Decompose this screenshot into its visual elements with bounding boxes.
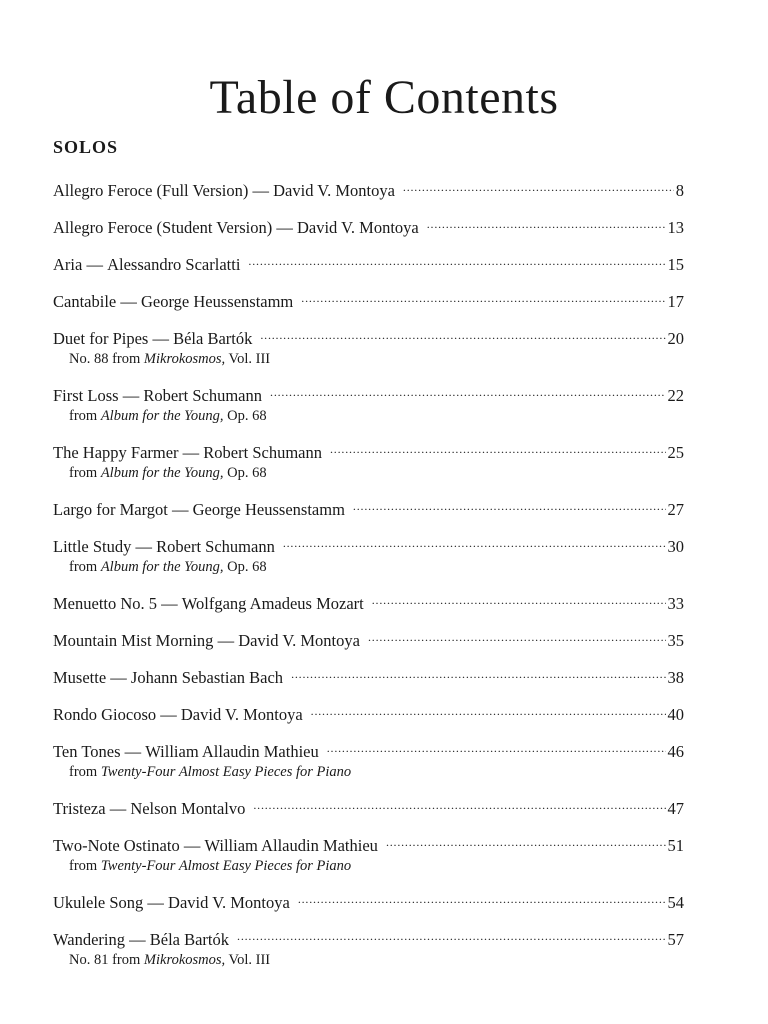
- em-dash-separator: —: [106, 668, 131, 687]
- toc-entry-line: [53, 175, 684, 201]
- page-number: 38: [667, 668, 684, 687]
- composer-name: David V. Montoya: [273, 181, 395, 200]
- dot-leader: [372, 588, 666, 609]
- em-dash-separator: —: [116, 292, 141, 311]
- em-dash-separator: —: [143, 893, 169, 912]
- toc-entry: [53, 531, 684, 577]
- dot-leader: [353, 494, 666, 515]
- piece-title: Cantabile: [53, 292, 117, 311]
- composer-name: George Heussenstamm: [140, 292, 294, 311]
- toc-entry-line: [53, 699, 684, 725]
- toc-entry-line: [53, 830, 684, 856]
- source-note: [53, 762, 684, 782]
- composer-name: Béla Bartók: [149, 930, 230, 949]
- piece-title: Aria: [53, 255, 83, 274]
- toc-entry-line: [53, 924, 684, 950]
- em-dash-separator: —: [156, 705, 181, 724]
- page-number: 8: [675, 181, 684, 200]
- page-number: 35: [667, 631, 684, 650]
- toc-entry: [53, 793, 684, 819]
- toc-entry-line: [53, 249, 684, 275]
- toc-entry: [53, 494, 684, 520]
- entry-spacer: [53, 819, 684, 830]
- toc-entry: [53, 212, 684, 238]
- em-dash-separator: —: [105, 799, 131, 818]
- source-collection-title: Mikrokosmos,: [143, 351, 226, 367]
- source-note: [53, 463, 684, 483]
- dot-leader: [253, 793, 665, 814]
- entry-spacer: [53, 201, 684, 212]
- entry-spacer: [53, 426, 684, 437]
- source-prefix: from: [69, 858, 101, 874]
- toc-entry: [53, 323, 684, 369]
- dot-leader: [248, 249, 665, 270]
- source-collection-title: Album for the Young,: [100, 465, 224, 481]
- em-dash-separator: —: [213, 631, 239, 650]
- toc-entry: [53, 437, 684, 483]
- piece-title: Tristeza: [53, 799, 106, 818]
- composer-name: David V. Montoya: [238, 631, 360, 650]
- em-dash-separator: —: [82, 255, 108, 274]
- em-dash-separator: —: [248, 181, 274, 200]
- dot-leader: [403, 175, 674, 196]
- page-title: Table of Contents: [209, 71, 559, 125]
- source-note: [53, 557, 684, 577]
- piece-title: Mountain Mist Morning: [53, 631, 214, 650]
- composer-name: William Allaudin Mathieu: [204, 836, 378, 855]
- entry-spacer: [53, 688, 684, 699]
- em-dash-separator: —: [148, 329, 174, 348]
- page-number: 33: [667, 594, 684, 613]
- piece-title: Rondo Giocoso: [53, 705, 157, 724]
- piece-title: Duet for Pipes: [53, 329, 149, 348]
- piece-title: First Loss: [53, 386, 119, 405]
- page-number: 57: [667, 930, 684, 949]
- page-number: 15: [667, 255, 684, 274]
- entry-spacer: [53, 614, 684, 625]
- source-note: [53, 856, 684, 876]
- entry-spacer: [53, 520, 684, 531]
- piece-title: Ukulele Song: [53, 893, 144, 912]
- source-collection-title: Twenty-Four Almost Easy Pieces for Piano: [100, 858, 352, 874]
- dot-leader: [298, 887, 666, 908]
- page-number: 22: [667, 386, 684, 405]
- toc-entry: [53, 699, 684, 725]
- toc-entry-line: [53, 494, 684, 520]
- section-heading-solos: SOLOS: [53, 137, 119, 157]
- entry-spacer: [53, 913, 684, 924]
- toc-entry-line: [53, 323, 684, 349]
- source-note: [53, 349, 684, 369]
- piece-title: The Happy Farmer: [53, 443, 179, 462]
- composer-name: Robert Schumann: [143, 386, 263, 405]
- composer-name: David V. Montoya: [168, 893, 290, 912]
- toc-entry-line: [53, 887, 684, 913]
- composer-name: David V. Montoya: [180, 705, 303, 724]
- piece-title: Wandering: [53, 930, 125, 949]
- toc-entry-line: [53, 437, 684, 463]
- toc-entry: [53, 588, 684, 614]
- source-prefix: from: [69, 408, 101, 424]
- source-suffix: Vol. III: [225, 952, 271, 968]
- page-number: 20: [667, 329, 684, 348]
- page-number: 27: [667, 500, 684, 519]
- toc-entry: [53, 924, 684, 970]
- page-number: 46: [667, 742, 684, 761]
- dot-leader: [386, 830, 666, 851]
- source-note: [53, 950, 684, 970]
- composer-name: Robert Schumann: [203, 443, 322, 462]
- toc-entry-line: [53, 662, 684, 688]
- source-prefix: No. 81 from: [69, 952, 144, 968]
- source-note: [53, 406, 684, 426]
- page-number: 17: [667, 292, 684, 311]
- entry-spacer: [53, 483, 684, 494]
- composer-name: Béla Bartók: [173, 329, 253, 348]
- entry-spacer: [53, 369, 684, 380]
- toc-list: [53, 175, 684, 970]
- page-number: 40: [667, 705, 684, 724]
- em-dash-separator: —: [167, 500, 193, 519]
- toc-entry: [53, 736, 684, 782]
- page-number: 13: [667, 218, 684, 237]
- entry-spacer: [53, 651, 684, 662]
- piece-title: Allegro Feroce (Full Version): [53, 181, 249, 200]
- entry-spacer: [53, 577, 684, 588]
- composer-name: David V. Montoya: [296, 218, 419, 237]
- composer-name: Wolfgang Amadeus Mozart: [181, 594, 364, 613]
- source-collection-title: Album for the Young,: [100, 559, 224, 575]
- toc-entry-line: [53, 212, 684, 238]
- entry-spacer: [53, 238, 684, 249]
- toc-entry: [53, 380, 684, 426]
- dot-leader: [237, 924, 665, 945]
- toc-entry: [53, 286, 684, 312]
- toc-entry: [53, 662, 684, 688]
- piece-title: Ten Tones: [53, 742, 121, 761]
- page-number: 51: [667, 836, 684, 855]
- dot-leader: [301, 286, 665, 307]
- toc-entry-line: [53, 736, 684, 762]
- composer-name: George Heussenstamm: [192, 500, 345, 519]
- dot-leader: [291, 662, 665, 683]
- toc-entry-line: [53, 286, 684, 312]
- dot-leader: [330, 437, 666, 458]
- composer-name: Alessandro Scarlatti: [107, 255, 241, 274]
- entry-spacer: [53, 725, 684, 736]
- source-prefix: No. 88 from: [69, 351, 144, 367]
- source-suffix: Op. 68: [223, 408, 267, 424]
- source-prefix: from: [69, 559, 101, 575]
- dot-leader: [270, 380, 665, 401]
- em-dash-separator: —: [131, 537, 157, 556]
- page-number: 47: [667, 799, 684, 818]
- toc-entry-line: [53, 380, 684, 406]
- toc-entry: [53, 830, 684, 876]
- piece-title: Largo for Margot: [53, 500, 168, 519]
- dot-leader: [260, 323, 665, 344]
- em-dash-separator: —: [120, 742, 146, 761]
- dot-leader: [368, 625, 666, 646]
- entry-spacer: [53, 876, 684, 887]
- piece-title: Musette: [53, 668, 107, 687]
- entry-spacer: [53, 782, 684, 793]
- dot-leader: [283, 531, 666, 552]
- source-suffix: Op. 68: [223, 465, 267, 481]
- composer-name: William Allaudin Mathieu: [145, 742, 319, 761]
- em-dash-separator: —: [157, 594, 182, 613]
- em-dash-separator: —: [178, 443, 204, 462]
- toc-entry: [53, 249, 684, 275]
- toc-entry: [53, 625, 684, 651]
- em-dash-separator: —: [179, 836, 205, 855]
- source-prefix: from: [69, 764, 101, 780]
- source-prefix: from: [69, 465, 101, 481]
- toc-entry: [53, 175, 684, 201]
- entry-spacer: [53, 312, 684, 323]
- piece-title: Two-Note Ostinato: [53, 836, 180, 855]
- dot-leader: [311, 699, 666, 720]
- em-dash-separator: —: [272, 218, 297, 237]
- dot-leader: [427, 212, 666, 233]
- page-number: 54: [667, 893, 684, 912]
- toc-entry-line: [53, 588, 684, 614]
- toc-entry: [53, 887, 684, 913]
- piece-title: Allegro Feroce (Student Version): [53, 218, 273, 237]
- em-dash-separator: —: [118, 386, 144, 405]
- composer-name: Johann Sebastian Bach: [130, 668, 284, 687]
- piece-title: Menuetto No. 5: [53, 594, 158, 613]
- source-collection-title: Album for the Young,: [100, 408, 224, 424]
- em-dash-separator: —: [124, 930, 150, 949]
- toc-entry-line: [53, 793, 684, 819]
- source-collection-title: Mikrokosmos,: [143, 952, 226, 968]
- composer-name: Nelson Montalvo: [130, 799, 246, 818]
- piece-title: Little Study: [53, 537, 132, 556]
- page-number: 30: [667, 537, 684, 556]
- dot-leader: [327, 736, 666, 757]
- page-number: 25: [667, 443, 684, 462]
- source-collection-title: Twenty-Four Almost Easy Pieces for Piano: [100, 764, 352, 780]
- composer-name: Robert Schumann: [156, 537, 275, 556]
- source-suffix: Vol. III: [225, 351, 271, 367]
- source-suffix: Op. 68: [223, 559, 267, 575]
- entry-spacer: [53, 275, 684, 286]
- toc-entry-line: [53, 531, 684, 557]
- toc-entry-line: [53, 625, 684, 651]
